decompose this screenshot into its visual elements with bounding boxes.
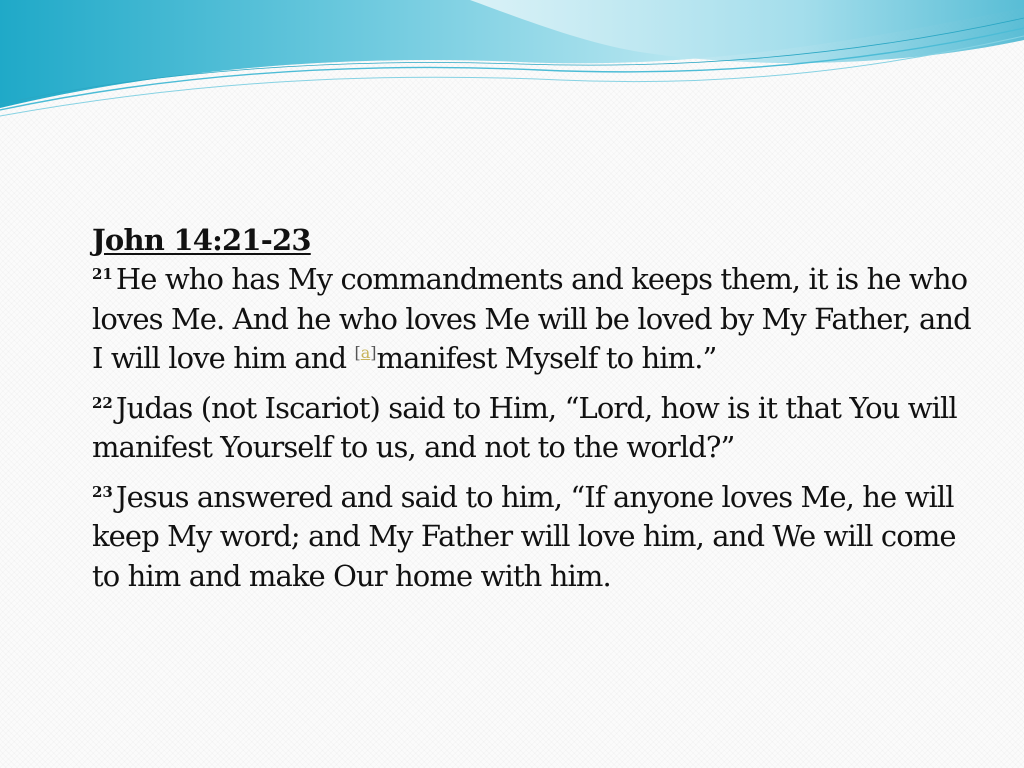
verse-text: Jesus answered and said to him, “If anyone loves Me, he will keep My word; and My Father will love him, and We will come to him and make Our home with him. — [92, 479, 956, 593]
footnote-marker — [354, 343, 376, 362]
verse-text-continued: manifest Myself to him.” — [376, 341, 717, 375]
scripture-passage — [92, 220, 972, 606]
verse-number: 23 — [92, 482, 113, 501]
verse-23 — [92, 478, 972, 597]
header-wave-decoration — [0, 0, 1024, 130]
verse-text: He who has My commandments and keeps them, it is he who loves Me. And he who loves Me will be loved by My Father, and I will love him and — [92, 262, 971, 375]
footnote-close-bracket: ] — [370, 343, 377, 362]
verse-number: 22 — [92, 393, 113, 412]
verse-text: Judas (not Iscariot) said to Him, “Lord, how is it that You will manifest Yourself to us, and not to the world?” — [92, 390, 957, 464]
passage-reference: John 14:21-23 — [92, 223, 311, 257]
footnote-open-bracket: [ — [354, 343, 361, 362]
verse-22 — [92, 389, 972, 468]
footnote-link-a[interactable]: a — [360, 343, 371, 362]
verse-number: 21 — [92, 265, 113, 283]
verse-21 — [92, 260, 972, 379]
